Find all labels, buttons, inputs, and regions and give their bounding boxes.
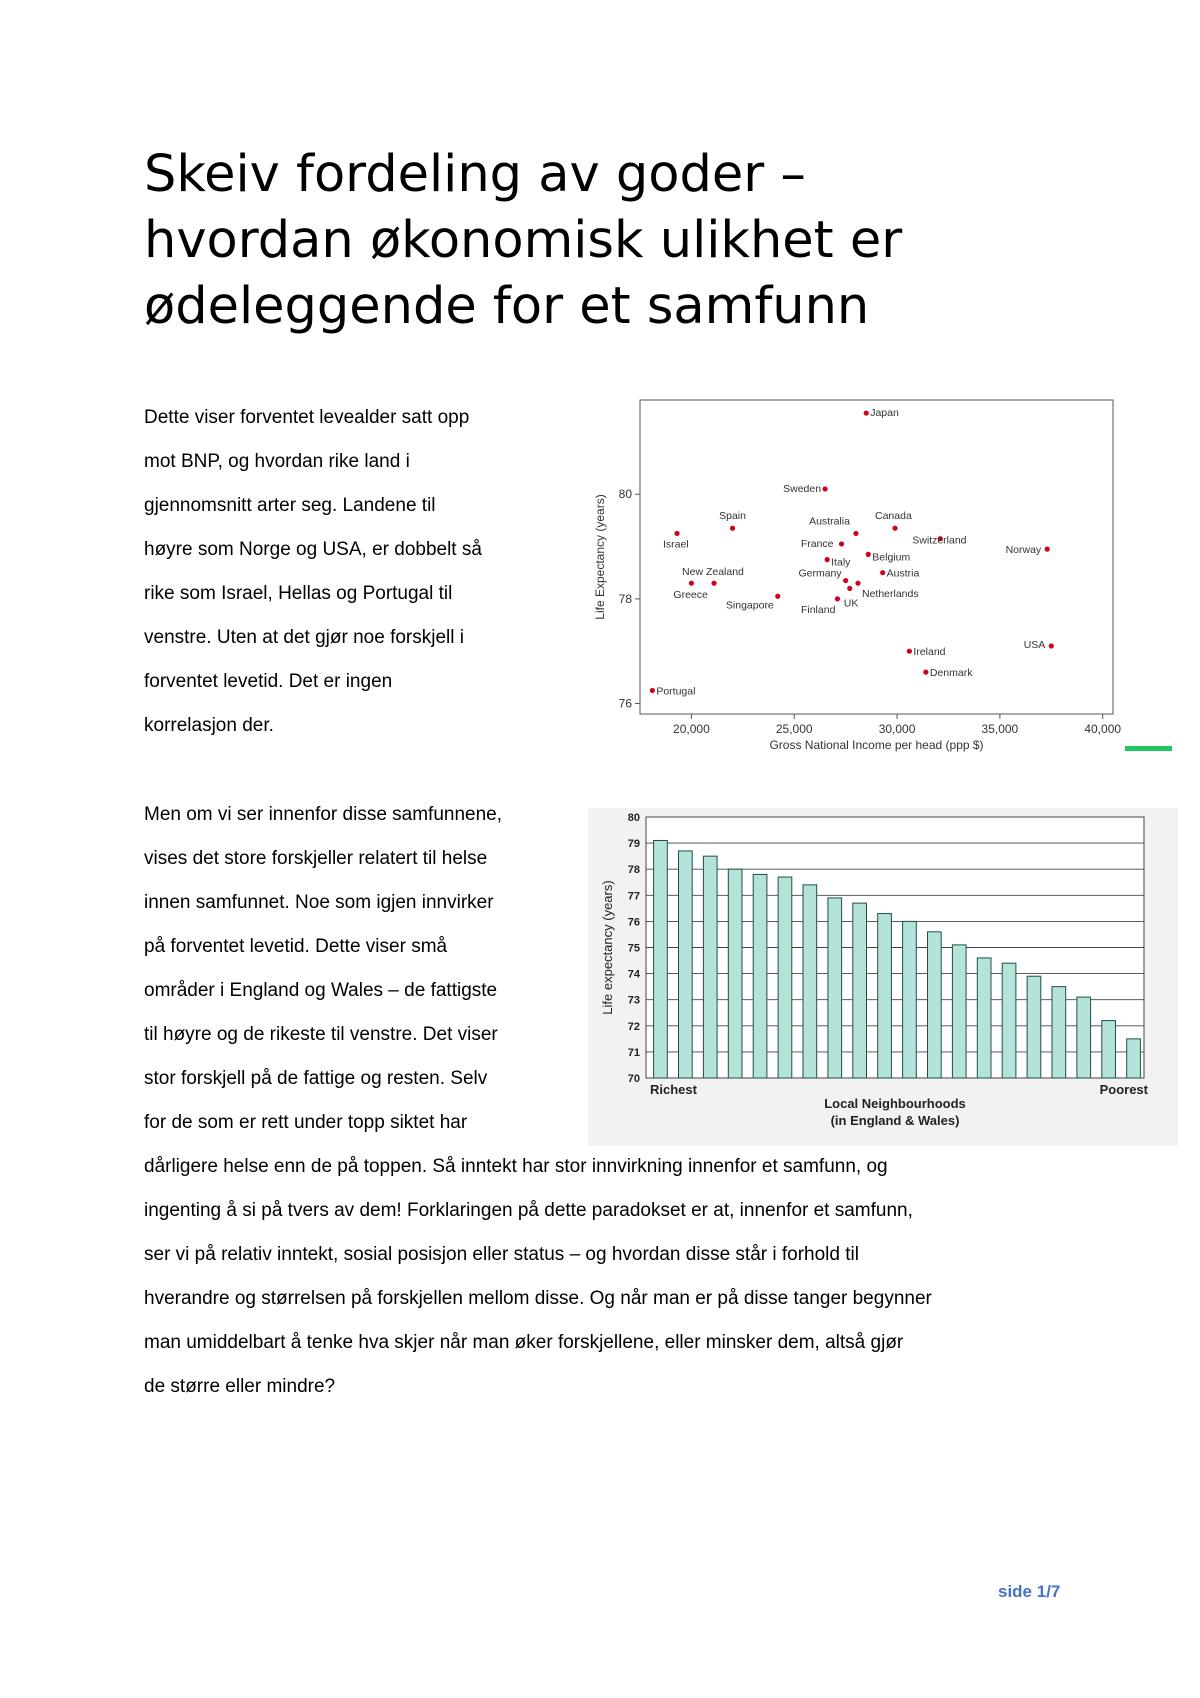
scatter-point (711, 581, 716, 586)
paragraph-scatter-description (144, 396, 482, 748)
text-line: rike som Israel, Hellas og Portugal til (144, 583, 453, 604)
y-tick-label: 74 (627, 968, 640, 981)
text-line: stor forskjell på de fattige og resten. Selv (144, 1068, 488, 1089)
scatter-point (892, 526, 897, 531)
text-line: til høyre og de rikeste til venstre. Det viser (144, 1024, 498, 1045)
point-label: Netherlands (861, 588, 919, 601)
y-axis-label: Life Expectancy (years) (593, 494, 607, 620)
point-label: Denmark (929, 667, 973, 680)
scatter-point (855, 581, 860, 586)
x-tick-label: 35,000 (981, 722, 1019, 736)
text-line: venstre. Uten at det gjør noe forskjell i (144, 627, 464, 648)
text-line: områder i England og Wales – de fattigste (144, 980, 498, 1001)
text-line: innen samfunnet. Noe som igjen innvirker (144, 892, 494, 913)
bar (1052, 987, 1066, 1078)
y-tick-label: 77 (627, 890, 640, 903)
bar (728, 869, 742, 1078)
text-line: vises det store forskjeller relatert til helse (144, 848, 488, 869)
scatter-point (866, 552, 871, 557)
point-label: Norway (1005, 544, 1042, 557)
text-line: hverandre og størrelsen på forskjellen mellom disse. Og når man er på disse tanger begynner (144, 1288, 932, 1309)
text-line: korrelasjon der. (144, 715, 274, 736)
bar (828, 898, 842, 1078)
point-label: Austria (886, 567, 920, 580)
bar (878, 914, 892, 1078)
scatter-point (864, 410, 869, 415)
bar (679, 851, 693, 1078)
y-tick-label: 73 (627, 994, 640, 1007)
poorest-label: Poorest (1099, 1082, 1148, 1097)
y-tick-label: 78 (627, 864, 640, 877)
x-tick-label: 40,000 (1084, 722, 1122, 736)
y-axis-label: Life expectancy (years) (600, 880, 615, 1015)
x-axis-sublabel: (in England & Wales) (830, 1113, 960, 1128)
richest-label: Richest (650, 1082, 697, 1097)
scatter-point (1049, 643, 1054, 648)
point-label: Sweden (783, 482, 822, 495)
scatter-point (730, 526, 735, 531)
point-label: Switzerland (912, 534, 967, 547)
text-line: Dette viser forventet levealder satt opp (144, 407, 470, 428)
bar (977, 958, 991, 1078)
y-tick-label: 75 (627, 942, 640, 955)
point-label: Canada (875, 510, 912, 523)
bar (1077, 997, 1091, 1078)
bar (803, 885, 817, 1078)
title-line: ødeleggende for et samfunn (144, 277, 870, 336)
bar (928, 932, 942, 1078)
scatter-point (839, 541, 844, 546)
point-label: Belgium (872, 551, 911, 564)
point-label: France (800, 537, 834, 550)
scatter-point (853, 531, 858, 536)
green-marker (1125, 746, 1172, 751)
point-label: Israel (663, 538, 689, 551)
point-label: USA (1023, 638, 1046, 651)
scatter-point (923, 670, 928, 675)
scatter-point (907, 649, 912, 654)
point-label: Japan (870, 407, 899, 420)
bar (1002, 963, 1016, 1078)
y-tick-label: 80 (627, 812, 640, 824)
y-tick-label: 76 (627, 916, 640, 929)
point-label: Portugal (656, 685, 696, 698)
scatter-point (1045, 547, 1050, 552)
x-tick-label: 30,000 (878, 722, 916, 736)
point-label: Greece (673, 589, 708, 602)
scatter-chart (578, 392, 1178, 768)
point-label: Italy (831, 556, 851, 569)
page-number: side 1/7 (998, 1582, 1061, 1601)
x-axis-label: Gross National Income per head (ppp $) (769, 738, 984, 752)
bar (853, 903, 867, 1078)
point-label: Germany (798, 567, 842, 580)
scatter-point (835, 596, 840, 601)
x-tick-label: 25,000 (775, 722, 813, 736)
y-tick-label: 79 (627, 838, 640, 851)
point-label: Ireland (913, 646, 946, 659)
scatter-chart-figure (578, 392, 1178, 768)
bar (1102, 1021, 1116, 1078)
y-tick-label: 80 (618, 487, 632, 502)
scatter-point (674, 531, 679, 536)
scatter-point (843, 578, 848, 583)
bar (703, 856, 717, 1078)
x-tick-label: 20,000 (673, 722, 710, 736)
text-line: på forventet levetid. Dette viser små (144, 936, 448, 957)
text-line: gjennomsnitt arter seg. Landene til (144, 495, 436, 516)
point-label: Singapore (725, 599, 774, 612)
text-line: man umiddelbart å tenke hva skjer når man øker forskjellene, eller minsker dem, altså gjør (144, 1332, 904, 1353)
point-label: Finland (800, 603, 836, 616)
scatter-point (825, 557, 830, 562)
text-line: Men om vi ser innenfor disse samfunnene, (144, 804, 503, 825)
bar (952, 945, 966, 1078)
x-axis-label: Local Neighbourhoods (824, 1096, 966, 1111)
bar (753, 874, 767, 1078)
y-tick-label: 78 (618, 591, 632, 606)
bar (1127, 1039, 1141, 1078)
bar-chart (588, 808, 1178, 1146)
y-tick-label: 72 (627, 1020, 640, 1033)
scatter-point (822, 486, 827, 491)
scatter-point (689, 581, 694, 586)
bar (654, 840, 668, 1078)
title-line: Skeiv fordeling av goder – (144, 145, 806, 204)
text-line: høyre som Norge og USA, er dobbelt så (144, 539, 482, 560)
document-title (144, 142, 1044, 340)
scatter-point (775, 594, 780, 599)
bar-chart-figure (588, 808, 1178, 1146)
bar (1027, 976, 1041, 1078)
y-tick-label: 71 (627, 1046, 640, 1059)
title-line: hvordan økonomisk ulikhet er (144, 211, 903, 270)
point-label: Australia (809, 515, 850, 528)
text-line: forventet levetid. Det er ingen (144, 671, 393, 692)
text-line: for de som er rett under topp siktet har (144, 1112, 468, 1133)
bar (903, 921, 917, 1078)
y-tick-label: 76 (618, 696, 632, 711)
point-label: UK (843, 597, 859, 610)
point-label: New Zealand (682, 566, 744, 579)
scatter-point (650, 688, 655, 693)
text-line: mot BNP, og hvordan rike land i (144, 451, 410, 472)
point-label: Spain (719, 510, 746, 523)
bar (778, 877, 792, 1078)
text-line: ser vi på relativ inntekt, sosial posisjon eller status – og hvordan disse står i forhold til (144, 1244, 859, 1265)
scatter-point (847, 586, 852, 591)
y-tick-label: 70 (627, 1073, 640, 1085)
text-line: ingenting å si på tvers av dem! Forklaringen på dette paradokset er at, innenfor et samfunn, (144, 1200, 913, 1221)
text-line: de større eller mindre? (144, 1376, 336, 1397)
scatter-point (880, 570, 885, 575)
text-line: dårligere helse enn de på toppen. Så inntekt har stor innvirkning innenfor et samfunn, og (144, 1156, 888, 1177)
